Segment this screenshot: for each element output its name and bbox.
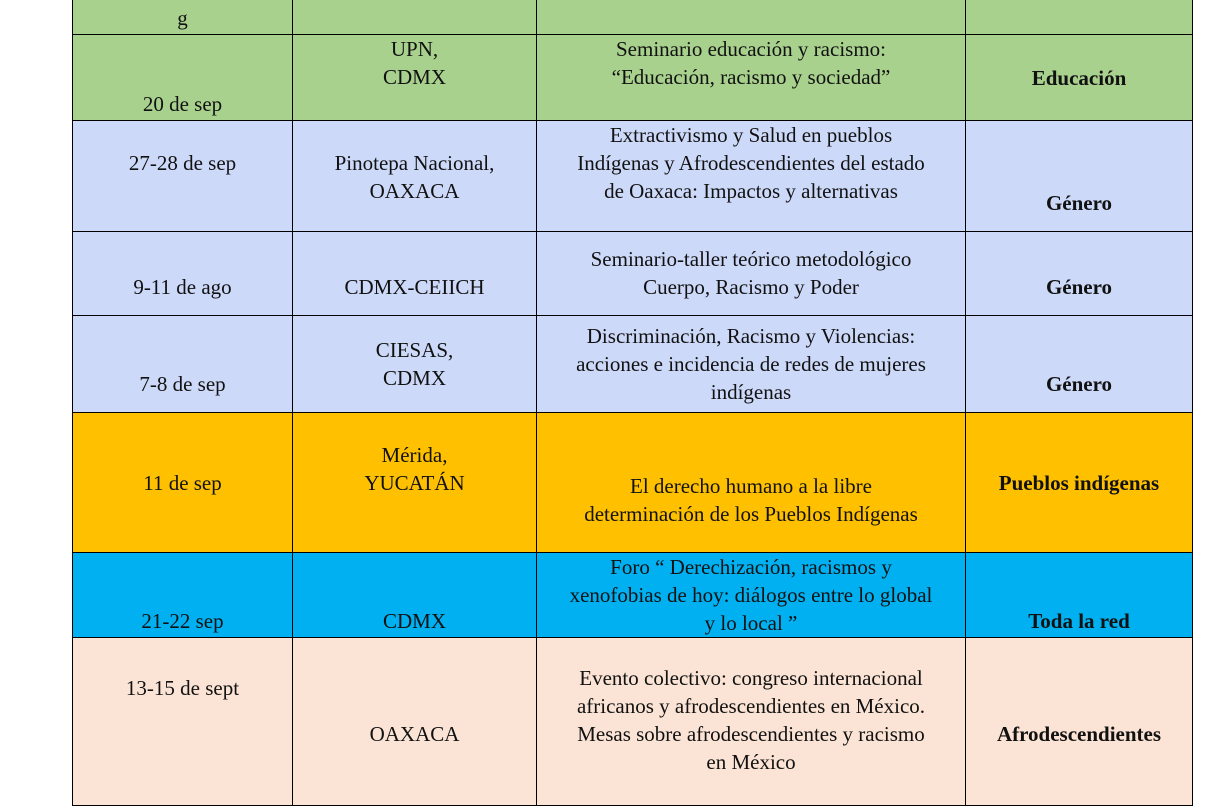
- table-row: [73, 232, 1193, 316]
- area-text: Toda la red: [1028, 609, 1130, 633]
- date-cell: [73, 413, 293, 553]
- place-text: UPN, CDMX: [382, 37, 446, 89]
- date-text: 27-28 de sep: [128, 151, 237, 175]
- event-cell: [537, 232, 966, 316]
- place-cell: [293, 638, 537, 806]
- table-row: [73, 0, 1193, 35]
- place-text: Pinotepa Nacional, OAXACA: [334, 151, 495, 203]
- area-text: Pueblos indígenas: [998, 470, 1160, 495]
- place-text: CDMX: [382, 609, 446, 633]
- event-cell: [537, 638, 966, 806]
- event-cell: [537, 553, 966, 638]
- table-row: [73, 121, 1193, 232]
- table-row: [73, 316, 1193, 413]
- area-cell: [966, 121, 1193, 232]
- area-cell: [966, 232, 1193, 316]
- date-cell: [73, 638, 293, 806]
- place-text: OAXACA: [369, 722, 460, 746]
- events-table: [72, 0, 1193, 806]
- date-text: 7-8 de sep: [139, 372, 226, 396]
- event-cell: [537, 35, 966, 121]
- area-text: Educación: [1031, 65, 1127, 90]
- place-text: CDMX-CEIICH: [344, 275, 485, 299]
- area-text: Género: [1045, 191, 1113, 215]
- event-text: Evento colectivo: congreso internacional africanos y afrodescendientes en México. Mesas sobre afrodescendientes y racismo en México: [576, 666, 926, 774]
- date-cell: [73, 553, 293, 638]
- place-cell: [293, 0, 537, 35]
- event-cell: [537, 316, 966, 413]
- place-cell: [293, 553, 537, 638]
- date-cell: [73, 0, 293, 35]
- date-text: g: [177, 6, 188, 30]
- event-text: El derecho humano a la libre determinación de los Pueblos Indígenas: [584, 474, 918, 526]
- table-row: [73, 638, 1193, 806]
- table-row: [73, 553, 1193, 638]
- date-text: 21-22 sep: [141, 609, 224, 633]
- event-text: Seminario educación y racismo: “Educación, racismo y sociedad”: [611, 37, 891, 89]
- area-cell: [966, 553, 1193, 638]
- date-text: 20 de sep: [142, 92, 223, 116]
- event-cell: [537, 121, 966, 232]
- event-text: Extractivismo y Salud en pueblos Indígenas y Afrodescendientes del estado de Oaxaca: Impactos y alternativas: [577, 123, 925, 203]
- place-cell: [293, 232, 537, 316]
- place-text: Mérida, YUCATÁN: [364, 443, 465, 495]
- date-text: 13-15 de sept: [125, 676, 240, 700]
- area-text: Género: [1045, 275, 1113, 299]
- area-cell: [966, 35, 1193, 121]
- date-cell: [73, 232, 293, 316]
- area-cell: [966, 0, 1193, 35]
- place-cell: [293, 316, 537, 413]
- area-cell: [966, 316, 1193, 413]
- date-text: 9-11 de ago: [133, 275, 232, 299]
- area-text: Género: [1045, 372, 1113, 396]
- area-text: Afrodescendientes: [996, 722, 1162, 746]
- area-cell: [966, 413, 1193, 553]
- date-cell: [73, 121, 293, 232]
- event-text: Foro “ Derechización, racismos y xenofobias de hoy: diálogos entre lo global y lo local ”: [569, 555, 933, 635]
- date-text: 11 de sep: [143, 470, 222, 495]
- area-cell: [966, 638, 1193, 806]
- date-cell: [73, 316, 293, 413]
- place-cell: [293, 413, 537, 553]
- event-text: Discriminación, Racismo y Violencias: acciones e incidencia de redes de mujeres indígenas: [576, 324, 926, 404]
- date-cell: [73, 35, 293, 121]
- event-cell: [537, 0, 966, 35]
- place-text: CIESAS, CDMX: [375, 338, 454, 390]
- event-cell: [537, 413, 966, 553]
- place-cell: [293, 121, 537, 232]
- place-cell: [293, 35, 537, 121]
- table-row: [73, 35, 1193, 121]
- table-row: [73, 413, 1193, 553]
- event-text: Seminario-taller teórico metodológico Cuerpo, Racismo y Poder: [590, 247, 912, 299]
